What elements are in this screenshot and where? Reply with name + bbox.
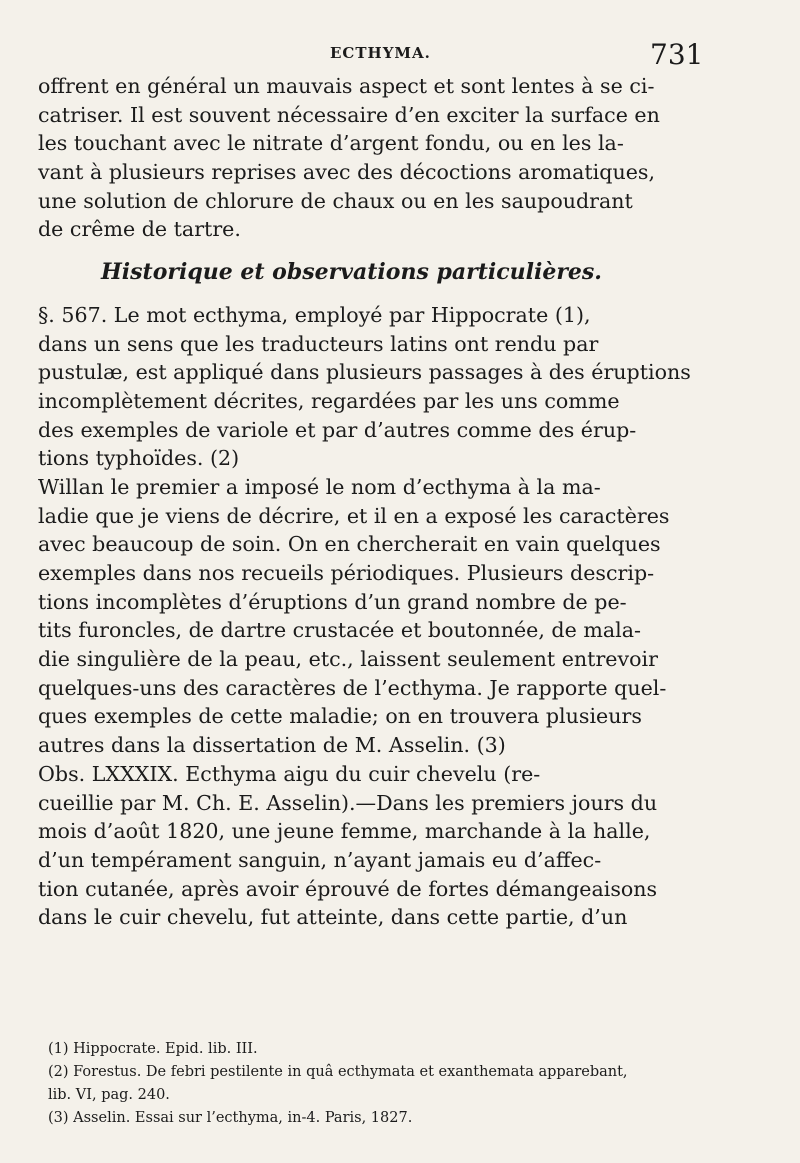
text-line: catriser. Il est souvent nécessaire d’en exciter la surface en: [38, 102, 660, 127]
text-line: incomplètement décrites, regardées par les uns comme: [38, 388, 620, 413]
text-line: pustulæ, est appliqué dans plusieurs passages à des éruptions: [38, 360, 691, 385]
text-line: exemples dans nos recueils périodiques. Plusieurs descrip-: [38, 561, 655, 586]
text-line: Willan le premier a imposé le nom d’ecthyma à la ma-: [38, 474, 601, 499]
text-line: ladie que je viens de décrire, et il en a exposé les caractères: [38, 503, 670, 528]
text-line: avec beaucoup de soin. On en chercherait en vain quelques: [38, 532, 661, 557]
paragraph-567: [38, 301, 691, 473]
body-text: [38, 72, 691, 932]
section-title: Historique et observations particulières.: [101, 259, 602, 286]
text-line: Obs. LXXXIX. Ecthyma aigu du cuir chevelu (re-: [38, 761, 541, 786]
text-line: mois d’août 1820, une jeune femme, marchande à la halle,: [38, 819, 651, 844]
footnote: (3) Asselin. Essai sur l’ecthyma, in-4. Paris, 1827.: [48, 1110, 413, 1126]
footnote: lib. VI, pag. 240.: [48, 1087, 170, 1103]
text-line: quelques-uns des caractères de l’ecthyma. Je rapporte quel-: [38, 675, 667, 700]
text-line: tits furoncles, de dartre crustacée et boutonnée, de mala-: [38, 618, 641, 643]
footnotes: [48, 1038, 668, 1130]
text-line: die singulière de la peau, etc., laissent seulement entrevoir: [38, 647, 658, 672]
text-line: tions typhoïdes. (2): [38, 446, 240, 471]
text-line: tion cutanée, après avoir éprouvé de fortes démangeaisons: [38, 876, 658, 901]
paragraph-observation: [38, 760, 665, 932]
paragraph-willan: [38, 473, 670, 760]
text-line: offrent en général un mauvais aspect et sont lentes à se ci-: [38, 74, 655, 98]
text-line: les touchant avec le nitrate d’argent fondu, ou en les la-: [38, 131, 624, 156]
text-line: d’un tempérament sanguin, n’ayant jamais eu d’affec-: [38, 847, 602, 872]
text-line: vant à plusieurs reprises avec des décoctions aromatiques,: [38, 160, 656, 185]
text-line: de crême de tartre.: [38, 217, 241, 242]
text-line: des exemples de variole et par d’autres comme des érup-: [38, 417, 637, 442]
page-number: 731: [650, 38, 704, 71]
running-head: ECTHYMA.: [330, 44, 431, 62]
text-line: autres dans la dissertation de M. Asselin. (3): [38, 733, 506, 758]
footnote: (2) Forestus. De febri pestilente in quâ ecthymata et exanthemata apparebant,: [48, 1064, 628, 1080]
continuation-paragraph: [38, 72, 665, 244]
text-line: dans le cuir chevelu, fut atteinte, dans cette partie, d’un: [38, 905, 628, 930]
text-line: tions incomplètes d’éruptions d’un grand nombre de pe-: [38, 589, 627, 614]
text-line: ques exemples de cette maladie; on en trouvera plusieurs: [38, 704, 642, 729]
text-line: cueillie par M. Ch. E. Asselin).—Dans les premiers jours du: [38, 790, 658, 815]
text-line: §. 567. Le mot ecthyma, employé par Hippocrate (1),: [38, 302, 591, 327]
page-header: [30, 38, 704, 71]
footnote: (1) Hippocrate. Epid. lib. III.: [48, 1041, 258, 1057]
text-line: une solution de chlorure de chaux ou en les saupoudrant: [38, 188, 633, 213]
text-line: dans un sens que les traducteurs latins ont rendu par: [38, 331, 599, 356]
